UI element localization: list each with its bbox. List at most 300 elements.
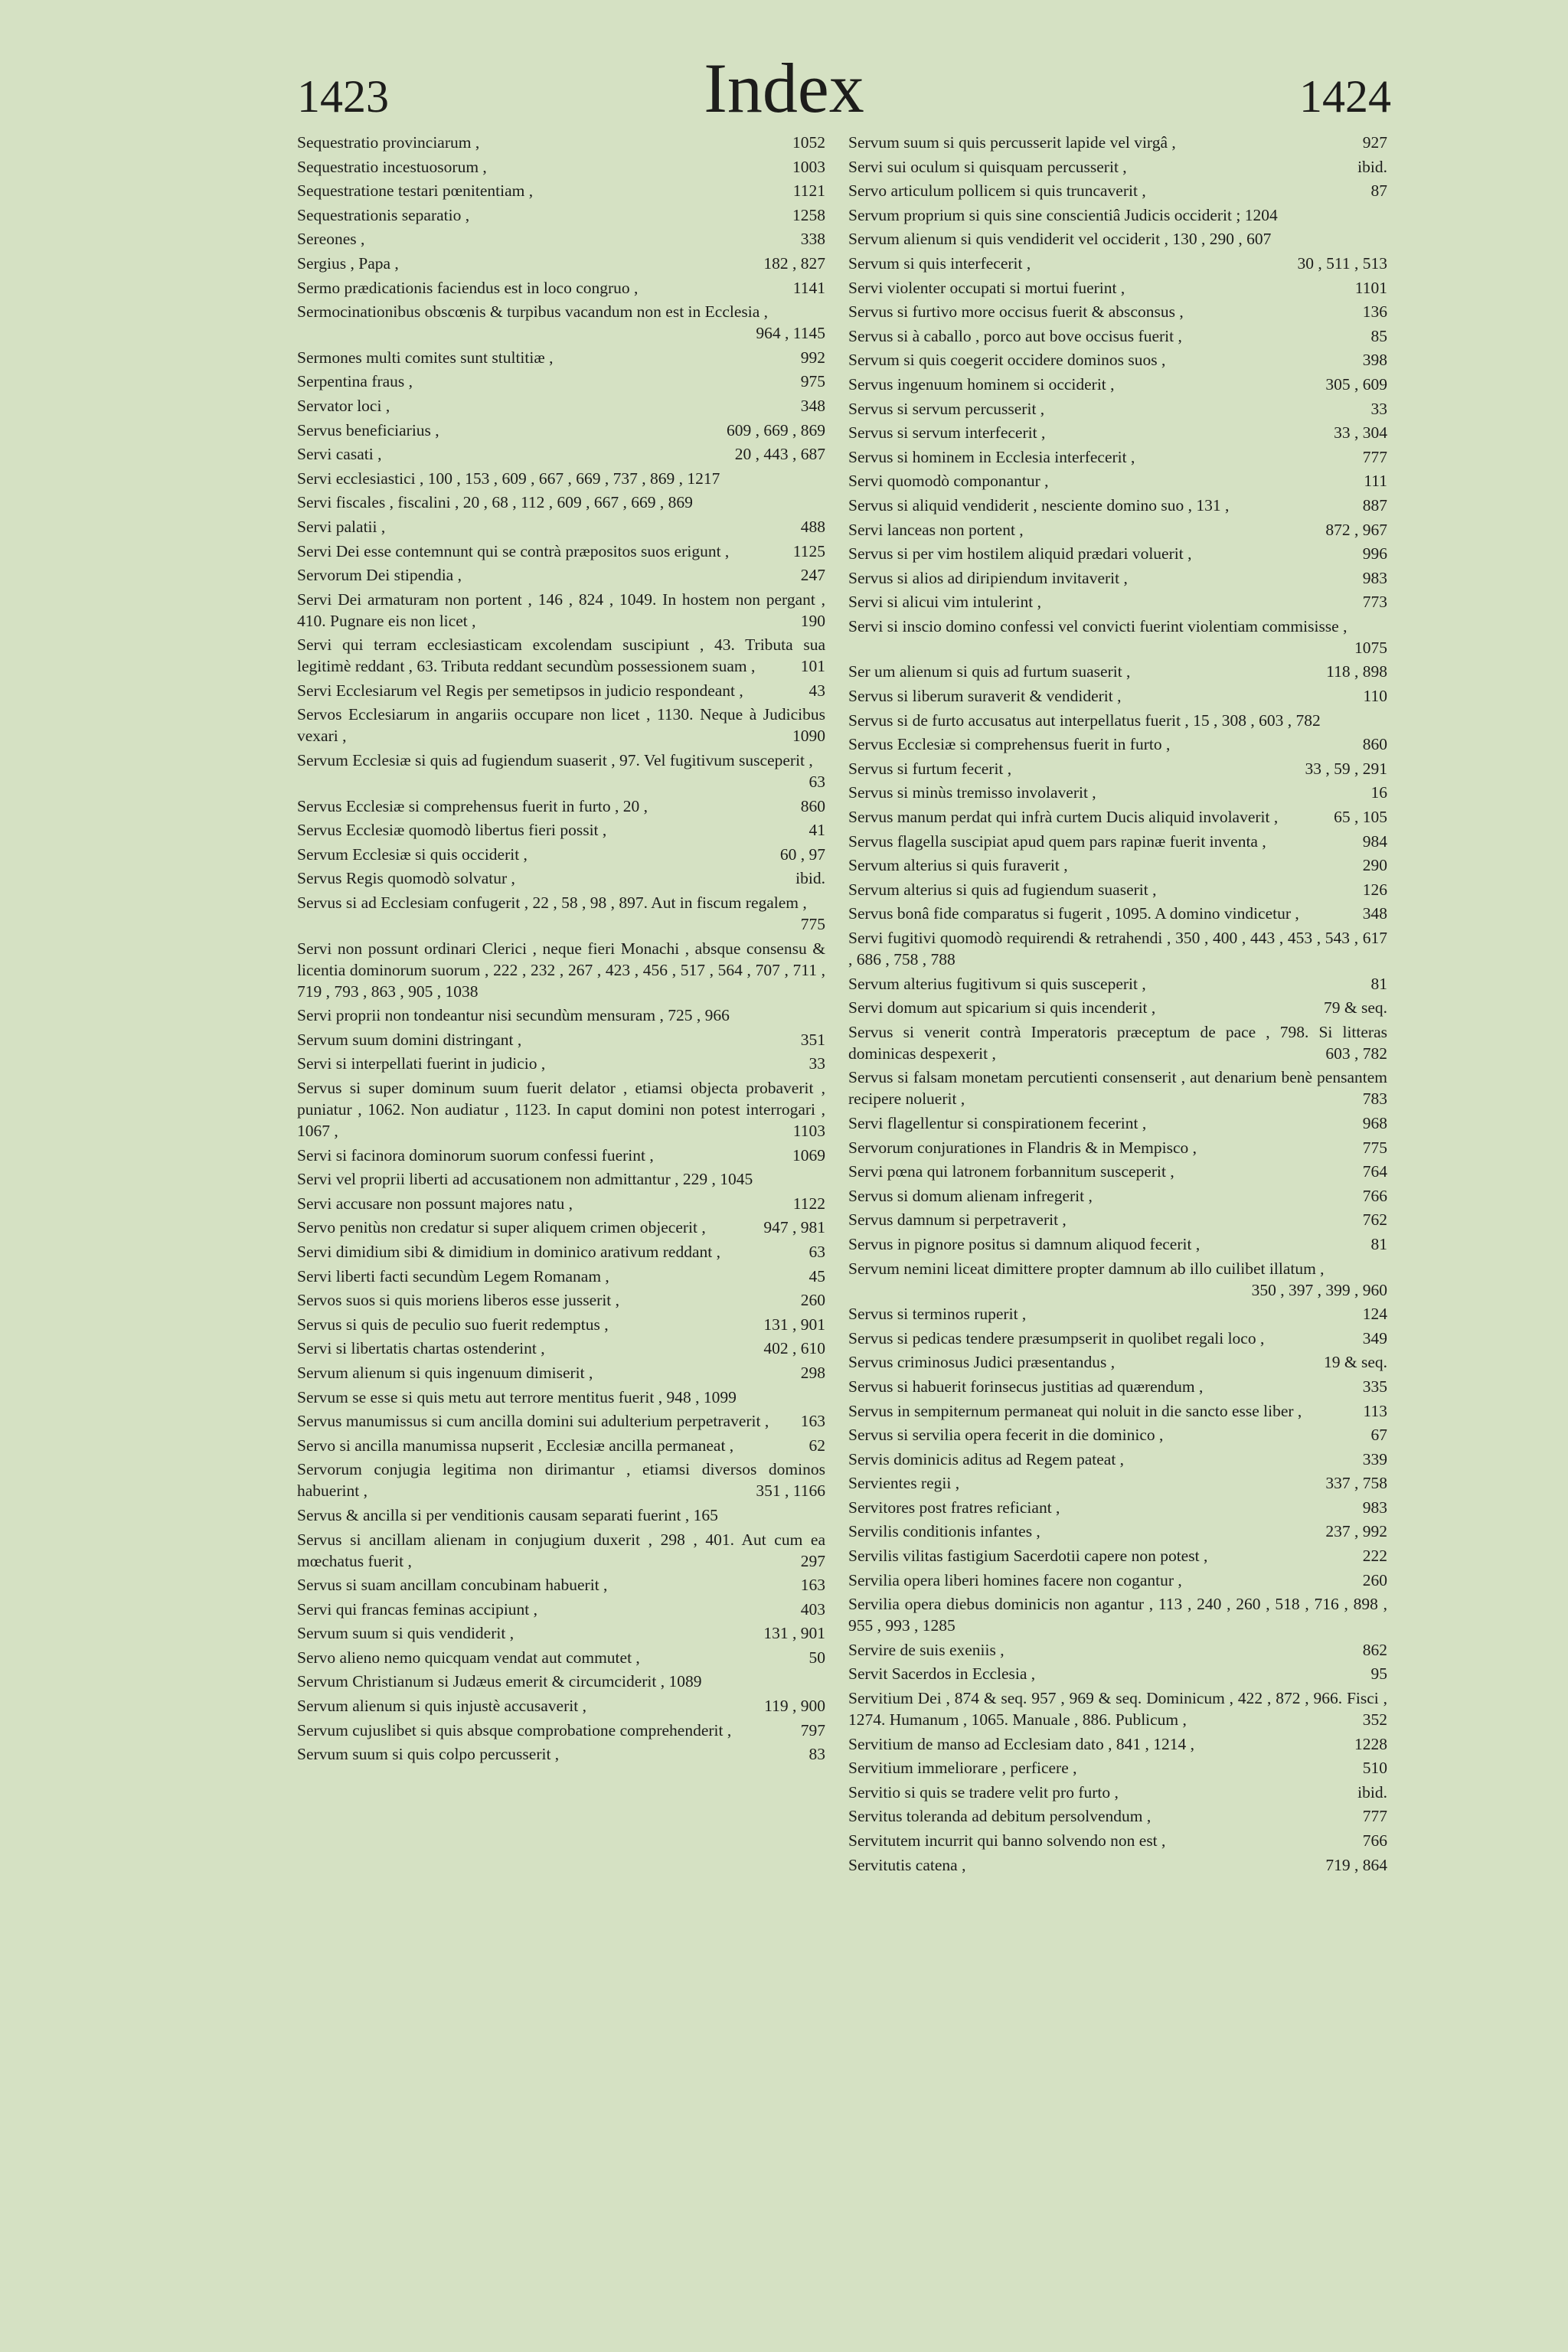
entry-text: Servi accusare non possunt majores natu ,: [297, 1194, 573, 1213]
entry-reference: 992: [800, 348, 825, 367]
entry-text: Servus in sempiternum permaneat qui noluit in die sancto esse liber ,: [848, 1401, 1302, 1420]
index-entry: [848, 1449, 1387, 1470]
entry-text: Servus damnum si perpetraverit ,: [848, 1210, 1067, 1230]
entry-text: Servi Dei esse contemnunt qui se contrà præpositos suos erigunt ,: [297, 541, 730, 560]
index-entry: [297, 1314, 825, 1335]
entry-reference: 777: [1362, 1807, 1387, 1826]
index-entry: [848, 806, 1387, 828]
entry-text: Sermo prædicationis faciendus est in loco congruo ,: [297, 278, 639, 297]
entry-text: Servitium Dei , 874 & seq. 957 , 969 & seq. Dominicum , 422 , 872 , 966. Fisci , 1274. Humanum , 1065. Manuale , 886. Publicum ,: [848, 1689, 1387, 1730]
entry-reference: 87: [1370, 181, 1387, 201]
index-entry: [848, 1733, 1387, 1755]
index-entry: [297, 180, 825, 201]
entry-reference: 33: [808, 1054, 825, 1073]
index-entry: [848, 398, 1387, 420]
entry-reference: 43: [808, 681, 825, 700]
entry-reference: 20 , 443 , 687: [734, 445, 825, 464]
entry-reference: 773: [1362, 593, 1387, 612]
entry-reference: 510: [1362, 1759, 1387, 1778]
entry-text: Servi quomodò componantur ,: [848, 472, 1049, 491]
index-entry: [848, 349, 1387, 371]
index-entry: [297, 1145, 825, 1166]
entry-text: Servus si ancillam alienam in conjugium duxerit , 298 , 401. Aut cum ea mœchatus fuerit ,: [297, 1530, 825, 1570]
index-entry: [297, 1695, 825, 1717]
index-entry: [297, 1217, 825, 1238]
entry-text: Servus si per vim hostilem aliquid prædari voluerit ,: [848, 544, 1192, 564]
entry-reference: 402 , 610: [763, 1339, 825, 1358]
entry-reference: 775: [800, 915, 825, 934]
index-entry: [297, 1435, 825, 1456]
entry-text: Servum proprium si quis sine conscientiâ Judicis occiderit ; 1204: [848, 205, 1278, 224]
entry-reference: 222: [1362, 1547, 1387, 1566]
index-entry: [297, 1029, 825, 1050]
entry-reference: 131 , 901: [763, 1624, 825, 1643]
entry-text: Servus si à caballo , porco aut bove occisus fuerit ,: [848, 326, 1182, 345]
index-entry: [848, 422, 1387, 443]
entry-reference: 297: [800, 1551, 825, 1570]
index-entry: [297, 301, 825, 344]
entry-reference: 182 , 827: [763, 253, 825, 273]
entry-text: Servi domum aut spicarium si quis incenderit ,: [848, 998, 1156, 1018]
entry-reference: 1090: [792, 727, 825, 746]
index-entry: [297, 589, 825, 632]
entry-reference: 124: [1362, 1305, 1387, 1324]
index-entry: [848, 1757, 1387, 1779]
index-entry: [848, 1328, 1387, 1349]
entry-reference: 50: [808, 1648, 825, 1667]
index-entry: [848, 1067, 1387, 1109]
right-column: [848, 132, 1387, 1878]
entry-text: Servi flagellentur si conspirationem fecerint ,: [848, 1113, 1147, 1132]
index-entry: [297, 1193, 825, 1214]
index-entry: [848, 374, 1387, 395]
entry-text: Servi liberti facti secundùm Legem Romanam ,: [297, 1266, 609, 1285]
entry-text: Servus si quis de peculio suo fuerit redemptus ,: [297, 1315, 609, 1334]
entry-text: Servi sui oculum si quisquam percusserit ,: [848, 157, 1127, 176]
index-entry: [297, 634, 825, 677]
entry-reference: 719 , 864: [1325, 1855, 1387, 1874]
entry-reference: 1141: [792, 278, 825, 297]
index-entry: [848, 519, 1387, 541]
index-entry: [297, 1504, 825, 1526]
index-entry: [848, 1112, 1387, 1134]
entry-reference: 403: [800, 1599, 825, 1619]
index-entry: [848, 495, 1387, 516]
entry-text: Servi fugitivi quomodò requirendi & retrahendi , 350 , 400 , 443 , 453 , 543 , 617 , 686 , 758 , 788: [848, 929, 1387, 969]
index-entry: [848, 1185, 1387, 1207]
entry-reference: 964 , 1145: [756, 324, 825, 343]
entry-reference: 1258: [792, 205, 825, 224]
entry-text: Servitutis catena ,: [848, 1855, 966, 1874]
index-entry: [848, 470, 1387, 492]
index-entry: [848, 685, 1387, 707]
entry-text: Servi Ecclesiarum vel Regis per semetipsos in judicio respondeant ,: [297, 681, 743, 700]
index-entry: [848, 446, 1387, 468]
entry-reference: 1075: [1354, 638, 1387, 657]
index-entry: [297, 795, 825, 817]
entry-text: Servire de suis exeniis ,: [848, 1640, 1004, 1659]
entry-text: Servo articulum pollicem si quis truncaverit ,: [848, 181, 1146, 201]
entry-reference: 67: [1370, 1426, 1387, 1445]
entry-reference: 85: [1370, 326, 1387, 345]
entry-reference: 797: [800, 1720, 825, 1740]
index-entry: [297, 1362, 825, 1383]
entry-text: Servator loci ,: [297, 396, 390, 415]
index-entry: [848, 253, 1387, 274]
entry-text: Servus si servilia opera fecerit in die dominico ,: [848, 1426, 1164, 1445]
entry-text: Sermocinationibus obscœnis & turpibus vacandum non est in Ecclesia ,: [297, 302, 769, 322]
entry-reference: 1003: [792, 157, 825, 176]
entry-reference: 349: [1362, 1328, 1387, 1348]
entry-reference: 19 & seq.: [1323, 1353, 1387, 1372]
entry-reference: 41: [808, 821, 825, 840]
entry-text: Servi ecclesiastici , 100 , 153 , 609 , 667 , 669 , 737 , 869 , 1217: [297, 469, 720, 488]
index-entry: [848, 1570, 1387, 1591]
entry-text: Sereones ,: [297, 230, 365, 249]
entry-text: Servi qui terram ecclesiasticam excolendam suscipiunt , 43. Tributa sua legitimè reddant , 63. Tributa reddant secundùm possessionem suam ,: [297, 635, 825, 676]
entry-reference: 16: [1370, 783, 1387, 802]
entry-text: Servus ingenuum hominem si occiderit ,: [848, 374, 1115, 394]
entry-reference: 163: [800, 1576, 825, 1595]
entry-text: Servo alieno nemo quicquam vendat aut commutet ,: [297, 1648, 640, 1667]
entry-text: Servi non possunt ordinari Clerici , neque fieri Monachi , absque consensu & licentia dominorum suorum , 222 , 232 , 267 , 423 , 456 , 517 , 564 , 707 , 711 , 719 , 793 , 863 , 905 , 1038: [297, 939, 825, 1001]
entry-reference: 872 , 967: [1325, 520, 1387, 539]
index-entry: [297, 1410, 825, 1432]
entry-text: Servus si pedicas tendere præsumpserit in quolibet regali loco ,: [848, 1328, 1265, 1348]
entry-reference: 290: [1362, 856, 1387, 875]
index-entry: [848, 1021, 1387, 1064]
entry-text: Sermones multi comites sunt stultitiæ ,: [297, 348, 554, 367]
entry-text: Servum Ecclesiæ si quis ad fugiendum suaserit , 97. Vel fugitivum susceperit ,: [297, 751, 813, 770]
entry-text: Servus Ecclesiæ quomodò libertus fieri possit ,: [297, 821, 607, 840]
index-entry: [297, 1459, 825, 1501]
entry-reference: 1121: [792, 181, 825, 201]
entry-reference: 305 , 609: [1325, 374, 1387, 394]
index-entry: [848, 301, 1387, 322]
entry-text: Servitium de manso ad Ecclesiam dato , 841 , 1214 ,: [848, 1734, 1195, 1753]
index-entry: [848, 616, 1387, 658]
entry-reference: 975: [800, 372, 825, 391]
entry-reference: 887: [1362, 495, 1387, 514]
index-entry: [848, 831, 1387, 852]
index-entry: [848, 1376, 1387, 1397]
index-entry: [848, 1209, 1387, 1230]
entry-reference: 927: [1362, 133, 1387, 152]
entry-reference: 1069: [792, 1145, 825, 1165]
index-entry: [297, 844, 825, 865]
entry-text: Servo penitùs non credatur si super aliquem crimen objecerit ,: [297, 1218, 706, 1237]
index-entry: [297, 395, 825, 416]
entry-text: Servum si quis coegerit occidere dominos suos ,: [848, 351, 1166, 370]
entry-reference: 33: [1370, 399, 1387, 418]
index-entry: [848, 854, 1387, 876]
entry-reference: 860: [800, 796, 825, 815]
entry-text: Servum suum si quis colpo percusserit ,: [297, 1745, 560, 1764]
index-entry: [297, 228, 825, 250]
entry-reference: 348: [800, 396, 825, 415]
entry-reference: 335: [1362, 1377, 1387, 1396]
index-entry: [297, 253, 825, 274]
entry-reference: 1125: [792, 541, 825, 560]
entry-reference: 1228: [1354, 1734, 1387, 1753]
index-entry: [297, 1647, 825, 1668]
entry-reference: 603 , 782: [1325, 1044, 1387, 1063]
entry-text: Servitium immeliorare , perficere ,: [848, 1759, 1077, 1778]
index-entry: [848, 1303, 1387, 1325]
entry-reference: 110: [1363, 687, 1387, 706]
index-entry: [297, 468, 825, 489]
index-entry: [848, 927, 1387, 970]
entry-text: Servi si libertatis chartas ostenderint ,: [297, 1339, 545, 1358]
index-entry: [848, 1472, 1387, 1494]
index-entry: [848, 1233, 1387, 1255]
index-entry: [297, 1720, 825, 1741]
entry-reference: 339: [1362, 1449, 1387, 1468]
entry-reference: ibid.: [1357, 1782, 1387, 1802]
entry-reference: 237 , 992: [1325, 1522, 1387, 1541]
entry-text: Servum cujuslibet si quis absque comprobatione comprehenderit ,: [297, 1720, 732, 1740]
entry-reference: 984: [1362, 831, 1387, 851]
entry-reference: 113: [1363, 1401, 1387, 1420]
index-entry: [848, 325, 1387, 347]
entry-reference: 351 , 1166: [756, 1481, 825, 1501]
entry-reference: 81: [1370, 1234, 1387, 1253]
entry-reference: 126: [1362, 880, 1387, 899]
index-entry: [297, 704, 825, 746]
entry-reference: 260: [800, 1291, 825, 1310]
entry-reference: 136: [1362, 302, 1387, 322]
entry-text: Servum se esse si quis metu aut terrore mentitus fuerit , 948 , 1099: [297, 1387, 737, 1406]
entry-text: Sequestratio provinciarum ,: [297, 133, 480, 152]
entry-text: Servi vel proprii liberti ad accusationem non admittantur , 229 , 1045: [297, 1170, 753, 1189]
entry-reference: 351: [800, 1030, 825, 1049]
entry-text: Servus si liberum suraverit & vendiderit ,: [848, 687, 1122, 706]
entry-reference: 609 , 669 , 869: [727, 420, 825, 439]
index-entry: [297, 347, 825, 368]
entry-text: Servi proprii non tondeantur nisi secundùm mensuram , 725 , 966: [297, 1006, 730, 1025]
page-title: Index: [704, 49, 864, 127]
entry-reference: 764: [1362, 1162, 1387, 1181]
index-entry: [848, 1497, 1387, 1518]
entry-text: Servus si falsam monetam percutienti consenserit , aut denarium benè pensantem recipere noluerit ,: [848, 1068, 1387, 1109]
entry-text: Servus si servum interfecerit ,: [848, 423, 1046, 443]
index-entry: [297, 1004, 825, 1026]
index-entry: [297, 1743, 825, 1765]
entry-text: Sequestratione testari pœnitentiam ,: [297, 181, 534, 201]
entry-text: Servus criminosus Judici præsentandus ,: [848, 1353, 1116, 1372]
entry-text: Servum alterius si quis ad fugiendum suaserit ,: [848, 880, 1157, 899]
entry-text: Servientes regii ,: [848, 1474, 960, 1493]
index-entry: [848, 180, 1387, 201]
index-entry: [297, 420, 825, 441]
entry-reference: 81: [1370, 974, 1387, 993]
index-entry: [848, 1424, 1387, 1446]
index-entry: [297, 516, 825, 537]
index-entry: [848, 661, 1387, 682]
entry-reference: 1103: [792, 1122, 825, 1140]
entry-text: Servi violenter occupati si mortui fuerint ,: [848, 278, 1125, 297]
entry-reference: 488: [800, 517, 825, 536]
index-entry: [848, 132, 1387, 153]
entry-text: Servus si hominem in Ecclesia interfecerit ,: [848, 447, 1135, 466]
entry-reference: 766: [1362, 1186, 1387, 1205]
entry-reference: 95: [1370, 1664, 1387, 1684]
entry-text: Servi Dei armaturam non portent , 146 , 824 , 1049. In hostem non pergant , 410. Pugnare eis non licet ,: [297, 590, 825, 630]
entry-reference: 45: [808, 1266, 825, 1285]
index-entry: [848, 1521, 1387, 1542]
index-entry: [297, 750, 825, 792]
entry-text: Servum alienum si quis vendiderit vel occiderit , 130 , 290 , 607: [848, 230, 1272, 249]
entry-reference: 131 , 901: [763, 1315, 825, 1334]
entry-reference: 398: [1362, 351, 1387, 370]
index-entry: [848, 277, 1387, 299]
entry-reference: 33 , 304: [1334, 423, 1387, 443]
index-entry: [848, 1639, 1387, 1661]
entry-text: Servus si aliquid vendiderit , nesciente domino suo , 131 ,: [848, 495, 1230, 514]
entry-reference: 352: [1362, 1710, 1387, 1730]
entry-text: Servum alienum si quis injustè accusaverit ,: [297, 1697, 586, 1716]
entry-text: Servi fiscales , fiscalini , 20 , 68 , 112 , 609 , 667 , 669 , 869: [297, 493, 693, 512]
index-entry: [297, 938, 825, 1002]
index-entry: [848, 1593, 1387, 1636]
entry-text: Servus si de furto accusatus aut interpellatus fuerit , 15 , 308 , 603 , 782: [848, 710, 1321, 730]
entry-reference: 983: [1362, 568, 1387, 587]
index-entry: [297, 1077, 825, 1142]
index-entry: [297, 1241, 825, 1263]
index-entry: [297, 819, 825, 841]
entry-reference: 996: [1362, 544, 1387, 564]
entry-text: Servi palatii ,: [297, 517, 386, 536]
index-entry: [297, 371, 825, 392]
index-entry: [297, 564, 825, 586]
entry-reference: 190: [800, 611, 825, 630]
entry-text: Servi si alicui vim intulerint ,: [848, 593, 1041, 612]
index-entry: [848, 156, 1387, 178]
index-entry: [297, 492, 825, 513]
entry-text: Servi si facinora dominorum suorum confessi fuerint ,: [297, 1145, 654, 1165]
entry-text: Servum suum si quis percusserit lapide vel virgâ ,: [848, 133, 1176, 152]
entry-text: Servus si alios ad diripiendum invitaverit ,: [848, 568, 1128, 587]
index-entry: [297, 541, 825, 562]
index-entry: [848, 1258, 1387, 1301]
entry-reference: ibid.: [1357, 157, 1387, 176]
entry-reference: 775: [1362, 1138, 1387, 1157]
entry-text: Servum suum si quis vendiderit ,: [297, 1624, 514, 1643]
index-entry: [848, 1830, 1387, 1851]
entry-reference: 63: [808, 1242, 825, 1261]
index-entry: [848, 710, 1387, 731]
entry-text: Servilis conditionis infantes ,: [848, 1522, 1040, 1541]
entry-text: Servum Christianum si Judæus emerit & circumciderit , 1089: [297, 1672, 702, 1691]
index-entry: [297, 892, 825, 935]
entry-reference: 783: [1362, 1089, 1387, 1109]
entry-text: Servus Ecclesiæ si comprehensus fuerit in furto , 20 ,: [297, 796, 648, 815]
entry-reference: 298: [800, 1363, 825, 1382]
entry-text: Servitores post fratres reficiant ,: [848, 1498, 1060, 1517]
entry-reference: 1101: [1354, 278, 1387, 297]
entry-text: Sequestrationis separatio ,: [297, 205, 470, 224]
right-page-number: 1424: [1299, 71, 1391, 122]
index-entry: [848, 567, 1387, 589]
entry-reference: 63: [808, 773, 825, 792]
entry-text: Servus si super dominum suum fuerit delator , etiamsi objecta probaverit , puniatur , 1062. Non audiatur , 1123. In caput domini non potest interrogari , 1067 ,: [297, 1079, 825, 1140]
entry-text: Servum alterius fugitivum si quis susceperit ,: [848, 974, 1146, 993]
entry-text: Servi qui francas feminas accipiunt ,: [297, 1599, 538, 1619]
index-entry: [848, 1663, 1387, 1684]
index-entry: [848, 733, 1387, 755]
entry-text: Servitus toleranda ad debitum persolvendum ,: [848, 1807, 1152, 1826]
index-entry: [848, 204, 1387, 226]
entry-text: Serpentina fraus ,: [297, 372, 413, 391]
index-entry: [848, 1854, 1387, 1876]
index-entry: [297, 1599, 825, 1620]
entry-reference: 247: [800, 566, 825, 585]
entry-reference: 1122: [792, 1194, 825, 1213]
entry-reference: 338: [800, 230, 825, 249]
entry-reference: 260: [1362, 1570, 1387, 1589]
entry-text: Servus si suam ancillam concubinam habuerit ,: [297, 1576, 608, 1595]
index-entry: [297, 1338, 825, 1359]
entry-text: Servit Sacerdos in Ecclesia ,: [848, 1664, 1036, 1684]
index-entry: [297, 1671, 825, 1692]
entry-reference: 119 , 900: [764, 1697, 825, 1716]
index-entry: [297, 1387, 825, 1408]
entry-text: Servum alienum si quis ingenuum dimiserit ,: [297, 1363, 593, 1382]
entry-text: Servorum conjurationes in Flandris & in Mempisco ,: [848, 1138, 1197, 1157]
entry-reference: 65 , 105: [1334, 808, 1387, 827]
index-entry: [848, 758, 1387, 779]
entry-reference: 79 & seq.: [1323, 998, 1387, 1018]
entry-text: Servus flagella suscipiat apud quem pars rapinæ fuerit inventa ,: [848, 831, 1266, 851]
index-entry: [297, 1529, 825, 1572]
entry-text: Servi pœna qui latronem forbannitum susceperit ,: [848, 1162, 1174, 1181]
index-entry: [297, 867, 825, 889]
entry-text: Servos Ecclesiarum in angariis occupare non licet , 1130. Neque à Judicibus vexari ,: [297, 705, 825, 746]
entry-reference: 983: [1362, 1498, 1387, 1517]
entry-text: Servus si furtum fecerit ,: [848, 759, 1012, 778]
index-entry: [848, 1687, 1387, 1730]
entry-reference: 350 , 397 , 399 , 960: [1251, 1280, 1387, 1299]
entry-text: Servorum conjugia legitima non dirimantur , etiamsi diversos dominos habuerint ,: [297, 1460, 825, 1501]
entry-text: Servus si furtivo more occisus fuerit & absconsus ,: [848, 302, 1184, 322]
entry-reference: 111: [1364, 472, 1387, 491]
entry-text: Servum suum domini distringant ,: [297, 1030, 522, 1049]
index-entry: [848, 997, 1387, 1018]
entry-text: Servis dominicis aditus ad Regem pateat ,: [848, 1449, 1125, 1468]
entry-text: Servus si minùs tremisso involaverit ,: [848, 783, 1096, 802]
entry-reference: 766: [1362, 1831, 1387, 1850]
index-entry: [297, 443, 825, 465]
entry-reference: 860: [1362, 735, 1387, 754]
entry-reference: 62: [808, 1436, 825, 1455]
index-entry: [297, 680, 825, 701]
index-entry: [297, 132, 825, 153]
index-entry: [297, 277, 825, 299]
index-entry: [848, 1782, 1387, 1803]
entry-text: Servus manum perdat qui infrà curtem Ducis aliquid involaverit ,: [848, 808, 1279, 827]
left-page-number: 1423: [297, 71, 389, 122]
entry-text: Servus Ecclesiæ si comprehensus fuerit in furto ,: [848, 735, 1171, 754]
entry-text: Servi dimidium sibi & dimidium in dominico arativum reddant ,: [297, 1242, 720, 1261]
entry-text: Servus si venerit contrà Imperatoris præceptum de pace , 798. Si litteras dominicas despexerit ,: [848, 1022, 1387, 1063]
index-entry: [848, 1805, 1387, 1827]
entry-reference: 862: [1362, 1640, 1387, 1659]
entry-reference: 60 , 97: [779, 844, 825, 864]
entry-text: Servos suos si quis moriens liberos esse jusserit ,: [297, 1291, 620, 1310]
index-entry: [848, 228, 1387, 250]
entry-text: Servi si inscio domino confessi vel convicti fuerint violentiam commisisse ,: [848, 616, 1348, 635]
index-entry: [848, 973, 1387, 995]
